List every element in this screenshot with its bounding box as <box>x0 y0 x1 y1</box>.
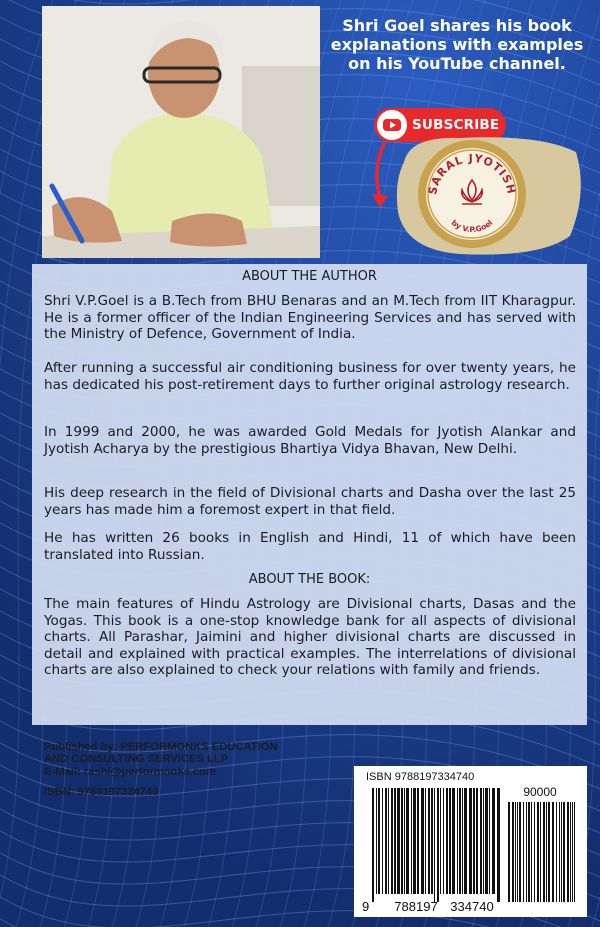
author-paragraph-1: Shri V.P.Goel is a B.Tech from BHU Benaras and an M.Tech from IIT Kharagpur. He is a former officer of the Indian Engineering Services and has served with the Ministry of Defence, Government of India. <box>44 293 576 342</box>
barcode-digit-group-2: 334740 <box>450 899 494 914</box>
book-paragraph: The main features of Hindu Astrology are Divisional charts, Dasas and the Yogas. This book is a one-stop knowledge bank for all aspects of divisional charts. All Parashar, Jaimini and higher divisional charts are discussed in detail and explained with practical examples. The interrelations of divisional charts are also explained to check your relations with family and friends. <box>44 596 576 678</box>
author-paragraph-4: His deep research in the field of Divisional charts and Dasha over the last 25 years has made him a foremost expert in that field. <box>44 485 576 518</box>
author-illustration <box>42 6 320 258</box>
isbn-barcode <box>354 766 587 917</box>
barcode-price-code: 90000 <box>523 785 557 799</box>
saral-jyotish-logo <box>390 132 590 260</box>
barcode-isbn-text: ISBN 9788197334740 <box>366 771 475 783</box>
author-paragraph-2: After running a successful air conditioning business for over twenty years, he has dedicated his post-retirement days to further original astrology research. <box>44 360 576 393</box>
publisher-email: E-Mail: rashi@performonks.com <box>44 766 216 778</box>
publisher-line-1: Published by: PERFORMONKS EDUCATION <box>44 741 278 753</box>
barcode-digit-lead: 9 <box>362 899 370 914</box>
author-paragraph-3: In 1999 and 2000, he was awarded Gold Medals for Jyotish Alankar and Jyotish Acharya by the prestigious Bhartiya Vidya Bhavan, New Delhi. <box>44 424 576 457</box>
logo-name: SARAL JYOTISH <box>426 151 518 196</box>
logo-byline: by V.P.Goel <box>449 218 495 235</box>
publisher-line-2: AND CONSULTING SERVICES LLP <box>44 753 229 765</box>
author-photo <box>42 6 320 258</box>
youtube-promo-text: Shri Goel shares his book explanations with examples on his YouTube channel. <box>330 16 584 73</box>
barcode-box <box>354 766 587 917</box>
author-paragraph-5: He has written 26 books in English and Hindi, 11 of which have been translated into Russian. <box>44 530 576 563</box>
subscribe-label: SUBSCRIBE <box>412 117 500 133</box>
publisher-isbn: ISBN: 9788197334740 <box>44 786 159 798</box>
barcode-digit-group-1: 788197 <box>394 899 438 914</box>
about-author-heading: ABOUT THE AUTHOR <box>242 269 377 284</box>
about-book-heading: ABOUT THE BOOK: <box>248 572 371 587</box>
